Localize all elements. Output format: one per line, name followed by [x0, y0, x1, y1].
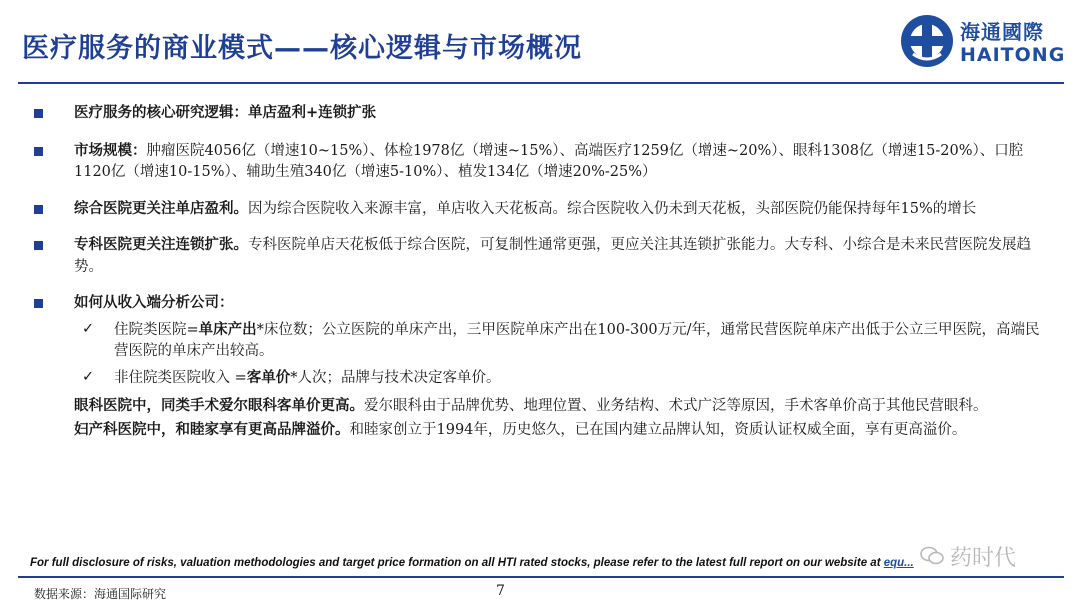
check-item	[82, 319, 1050, 363]
check-pre-text: 非住院类医院收入 =	[114, 369, 247, 386]
bullet-item	[34, 102, 1050, 125]
slide-title: 医疗服务的商业模式——核心逻辑与市场概况	[22, 33, 582, 64]
disclaimer-body: For full disclosure of risks, valuation methodologies and target price formation on all HTI rated stocks, please refer to the latest full report on our website at	[30, 557, 884, 569]
paragraph-body-text: 和睦家创立于1994年，历史悠久，已在国内建立品牌认知，资质认证权威全面，享有更高溢价。	[349, 421, 967, 438]
square-bullet-icon	[34, 205, 43, 214]
haitong-logo-icon	[898, 12, 956, 70]
square-bullet-icon	[34, 109, 43, 118]
slide-content	[34, 102, 1050, 441]
paragraph-body-text: 爱尔眼科由于品牌优势、地理位置、业务结构、术式广泛等原因，手术客单价高于其他民营眼科。	[364, 398, 988, 414]
check-pre-text: 住院类医院=	[114, 321, 199, 338]
paragraph	[74, 395, 1050, 418]
title-divider	[18, 82, 1064, 84]
bullet-bold-text: 医疗服务的核心研究逻辑：单店盈利+连锁扩张	[74, 104, 377, 121]
page-number: 7	[496, 583, 505, 599]
bullet-bold-text: 市场规模：	[74, 141, 147, 159]
bullet-body-text: 因为综合医院收入来源丰富，单店收入天花板高。综合医院收入仍未到天花板，头部医院仍能保持每年15%的增长	[248, 200, 977, 217]
bullet-item	[34, 140, 1050, 184]
checkmark-icon: ✓	[82, 320, 95, 337]
bullet-body-text: 肿瘤医院4056亿（增速10~15%）、体检1978亿（增速~15%）、高端医疗1259亿（增速~20%）、眼科1308亿（增速15-20%）、口腔1120亿（增速10-15%）、辅助生殖340亿（增速5-10%）、植发134亿（增速20%-25%）	[74, 142, 1024, 180]
haitong-logo	[898, 12, 1068, 72]
bullet-text	[74, 140, 1050, 184]
bullet-item	[34, 198, 1050, 221]
check-text	[114, 367, 1050, 390]
bullet-bold-text: 综合医院更关注单店盈利。	[74, 199, 248, 217]
data-source: 数据来源：海通国际研究	[34, 587, 167, 601]
bullet-item	[34, 292, 1050, 315]
square-bullet-icon	[34, 147, 43, 156]
bullet-text	[74, 198, 1050, 221]
bullet-bold-text: 专科医院更关注连锁扩张。	[74, 236, 248, 253]
paragraph-bold-text: 妇产科医院中，和睦家享有更高品牌溢价。	[74, 420, 350, 438]
bullet-text	[74, 102, 1050, 125]
check-body-text: *床位数；公立医院的单床产出，三甲医院单床产出在100-300万元/年，通常民营医院单床产出低于公立三甲医院，高端民营医院的单床产出较高。	[114, 321, 1040, 359]
check-bold-text: 客单价	[246, 368, 291, 386]
bullet-text	[74, 234, 1050, 278]
bullet-text	[74, 292, 1050, 315]
bullet-bold-text: 如何从收入端分析公司：	[74, 294, 234, 311]
square-bullet-icon	[34, 241, 43, 250]
footer-divider	[18, 576, 1064, 578]
watermark-text: 药时代	[950, 545, 1017, 571]
check-text	[114, 319, 1050, 363]
paragraph	[74, 419, 1050, 442]
website-link[interactable]: equ...	[883, 557, 914, 569]
bullet-body-text: 专科医院单店天花板低于综合医院，可复制性通常更强，更应关注其连锁扩张能力。大专科、小综合是未来民营医院发展趋势。	[74, 237, 1031, 275]
wechat-icon	[920, 546, 944, 566]
check-body-text: *人次；品牌与技术决定客单价。	[290, 369, 501, 386]
logo-text-chinese: 海通國際	[960, 20, 1044, 44]
paragraph-bold-text: 眼科医院中，同类手术爱尔眼科客单价更高。	[74, 397, 364, 414]
logo-text-english: HAITONG	[960, 44, 1066, 66]
checkmark-icon: ✓	[82, 368, 95, 385]
check-item	[82, 367, 1050, 390]
square-bullet-icon	[34, 299, 43, 308]
disclaimer-text	[30, 557, 914, 569]
check-bold-text: 单床产出	[198, 320, 257, 338]
watermark	[920, 542, 1016, 570]
bullet-item	[34, 234, 1050, 278]
